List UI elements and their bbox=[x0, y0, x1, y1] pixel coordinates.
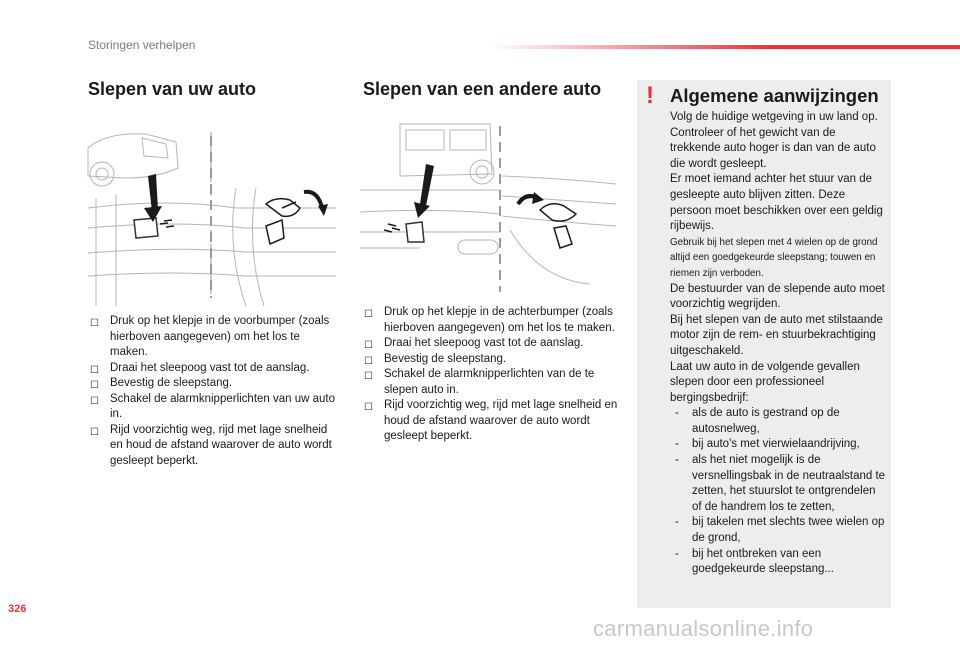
checkbox-bullet-icon: ☐ bbox=[90, 364, 99, 376]
list-item: ☐ Druk op het klepje in de voorbumper (zoals hierboven aangegeven) om het los te maken. bbox=[90, 315, 330, 358]
checkbox-bullet-icon: ☐ bbox=[364, 309, 373, 320]
panel-paragraph: Bij het slepen van de auto met stilstaande motor zijn de rem- en stuurbekrachtiging uitgeschakeld. bbox=[670, 313, 883, 357]
checkbox-bullet-icon: ☐ bbox=[364, 402, 373, 413]
list-item: ☐ Draai het sleepoog vast tot de aanslag. bbox=[364, 336, 619, 352]
left-title: Slepen van uw auto bbox=[88, 79, 257, 99]
list-item: ☐ Schakel de alarmknipperlichten van de te slepen auto in. bbox=[364, 368, 595, 396]
watermark: carmanualsonline.info bbox=[593, 616, 814, 641]
panel-case-list bbox=[670, 406, 888, 578]
panel-title: Algemene aanwijzingen bbox=[670, 85, 879, 106]
header-accent-bar bbox=[490, 45, 960, 49]
list-item: ☐ Rijd voorzichtig weg, rijd met lage snelheid en houd de afstand waarover de auto wordt gesleept beperkt. bbox=[364, 399, 618, 442]
list-item: ☐ Rijd voorzichtig weg, rijd met lage snelheid en houd de afstand waarover de auto wordt gesleept beperkt. bbox=[90, 423, 332, 467]
checkbox-bullet-icon: ☐ bbox=[90, 380, 99, 391]
checkbox-bullet-icon: ☐ bbox=[364, 371, 373, 382]
panel-paragraph: De bestuurder van de slepende auto moet voorzichtig wegrijden. bbox=[670, 282, 885, 311]
checkbox-bullet-icon: ☐ bbox=[90, 318, 99, 329]
middle-title: Slepen van een andere auto bbox=[363, 79, 602, 99]
checkbox-bullet-icon: ☐ bbox=[90, 395, 99, 407]
list-item: - bij takelen met slechts twee wielen op de grond, bbox=[675, 516, 885, 545]
panel-body bbox=[670, 110, 888, 578]
list-item: ☐ Draai het sleepoog vast tot de aanslag. bbox=[90, 361, 340, 377]
checkbox-bullet-icon: ☐ bbox=[90, 426, 99, 438]
middle-steps-list bbox=[364, 305, 619, 445]
list-item: - als de auto is gestrand op de autosnelweg, bbox=[675, 407, 840, 435]
rear-bumper-illustration bbox=[360, 120, 618, 300]
panel-paragraph: Controleer of het gewicht van de trekkende auto hoger is dan van de auto die wordt gesleept. bbox=[670, 126, 876, 170]
list-item: ☐ Bevestig de sleepstang. bbox=[90, 376, 340, 392]
list-item: - als het niet mogelijk is de versnellingsbak in de neutraalstand te zetten, het stuurslot te ontgrendelen of de handrem los te zetten, bbox=[675, 454, 886, 513]
panel-paragraph-small: Gebruik bij het slepen met 4 wielen op de grond altijd een goedgekeurde sleepstang; touwen en riemen zijn verboden. bbox=[670, 236, 878, 279]
page-number: 326 bbox=[8, 603, 27, 615]
checkbox-bullet-icon: ☐ bbox=[364, 355, 373, 367]
front-bumper-illustration bbox=[86, 128, 342, 306]
panel-paragraph: Volg de huidige wetgeving in uw land op. bbox=[670, 111, 878, 123]
list-item: ☐ Druk op het klepje in de achterbumper (zoals hierboven aangegeven) om het los te maken. bbox=[364, 306, 615, 334]
list-item: ☐ Bevestig de sleepstang. bbox=[364, 352, 619, 368]
section-label: Storingen verhelpen bbox=[88, 38, 196, 52]
panel-paragraph: Laat uw auto in de volgende gevallen slepen door een professioneel bergingsbedrijf: bbox=[670, 360, 860, 404]
checkbox-bullet-icon: ☐ bbox=[364, 340, 373, 351]
list-item: - bij het ontbreken van een goedgekeurde sleepstang... bbox=[675, 547, 834, 576]
panel-paragraph: Er moet iemand achter het stuur van de gesleepte auto blijven zitten. Deze persoon moet beschikken over een geldig rijbewijs. bbox=[670, 173, 883, 233]
list-item: - bij auto's met vierwielaandrijving, bbox=[675, 438, 860, 451]
exclamation-warning-icon: ! bbox=[646, 82, 654, 109]
left-steps-list bbox=[90, 314, 340, 469]
list-item: ☐ Schakel de alarmknipperlichten van uw auto in. bbox=[90, 392, 336, 420]
